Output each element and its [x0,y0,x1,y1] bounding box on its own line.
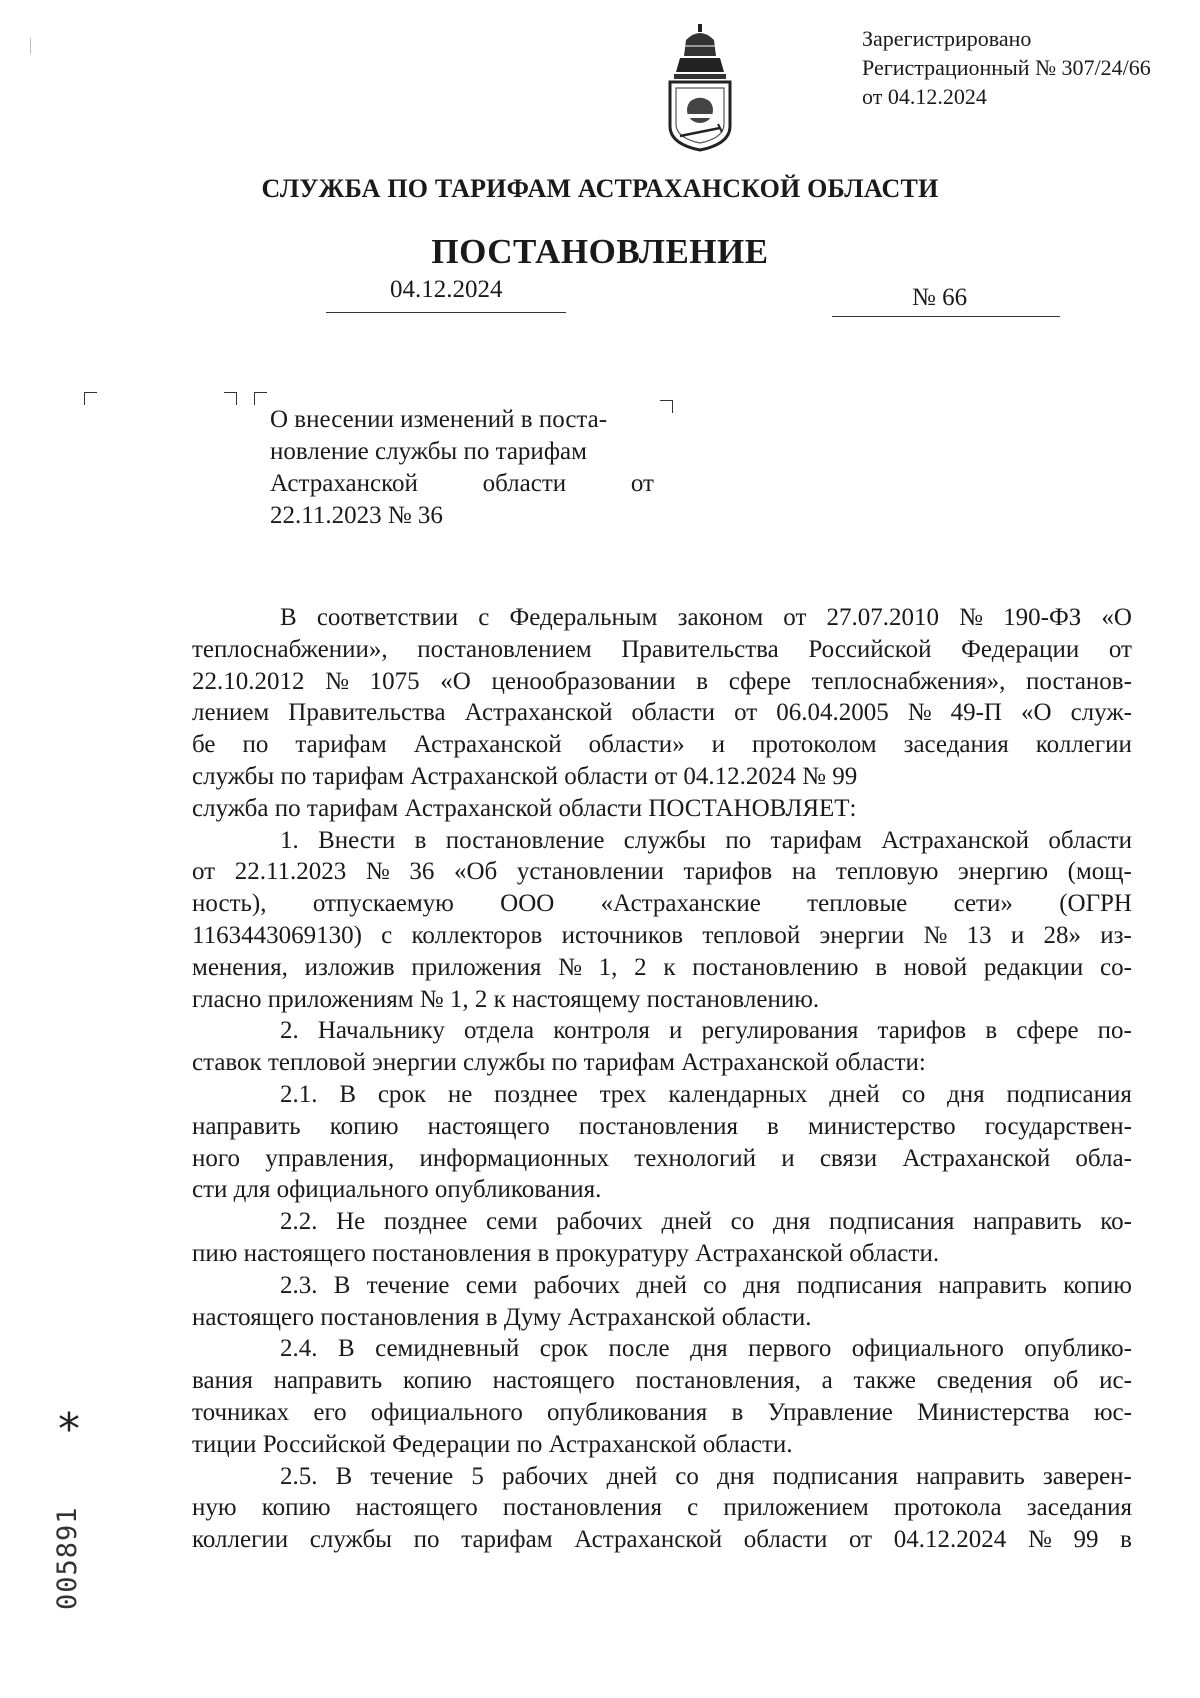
body-line: В соответствии с Федеральным законом от 27.07.2010 № 190-ФЗ «О [280,604,1132,631]
body-line: ставок тепловой энергии службы по тарифам Астраханской области: [192,1049,926,1077]
subject-line: новление службы по тарифам [270,438,587,465]
body-line: коллегии службы по тарифам Астраханской области от 04.12.2024 № 99 в [192,1526,1132,1554]
body-line: лением Правительства Астраханской области от 06.04.2005 № 49-П «О служ- [192,699,1132,727]
body-line: направить копию настоящего постановления в министерство государствен- [192,1112,1132,1140]
corner-mark [224,392,237,405]
asterisk-mark: * [58,1404,80,1455]
body-line: 22.10.2012 № 1075 «О ценообразовании в сфере теплоснабжения», постанов- [192,667,1132,695]
registration-number: Регистрационный № 307/24/66 [862,55,1151,80]
scan-artifact [30,38,31,54]
body-line: теплоснабжении», постановлением Правительства Российской Федерации от [192,635,1132,663]
body-line: тиции Российской Федерации по Астраханской области. [192,1430,793,1458]
document-date: 04.12.2024 [390,276,503,303]
agency-title: СЛУЖБА ПО ТАРИФАМ АСТРАХАНСКОЙ ОБЛАСТИ [261,174,939,203]
subject-line: 22.11.2023 № 36 [270,502,443,529]
body-line: гласно приложениям № 1, 2 к настоящему постановлению. [192,985,820,1013]
body-line: 1. Внести в постановление службы по тарифам Астраханской области [280,826,1132,854]
body-line: сти для официального опубликования. [192,1176,602,1204]
body-line: 2.2. Не позднее семи рабочих дней со дня подписания направить ко- [280,1208,1132,1236]
body-line: службы по тарифам Астраханской области от 04.12.2024 № 99 [192,762,858,790]
document-type-title: ПОСТАНОВЛЕНИЕ [431,232,769,271]
subject-word: области [482,470,567,497]
body-line: служба по тарифам Астраханской области ПОСТАНОВЛЯЕТ: [192,794,857,822]
body-line: вания направить копию настоящего постановления, а также сведения об ис- [192,1367,1132,1395]
body-line: ность), отпускаемую ООО «Астраханские тепловые сети» (ОГРН [192,890,1132,918]
body-line: точниках его официального опубликования в Управление Министерства юс- [192,1398,1132,1426]
corner-mark [84,392,97,405]
body-line: 2.1. В срок не позднее трех календарных дней со дня подписания [280,1080,1132,1108]
document-body [192,602,1132,1556]
document-date-field [326,276,566,313]
body-line: ную копию настоящего постановления с приложением протокола заседания [192,1494,1132,1522]
body-line: от 22.11.2023 № 36 «Об установлении тарифов на тепловую энергию (мощ- [192,858,1132,886]
registration-stamp [862,24,1151,111]
document-subject [270,404,654,532]
subject-word: от [630,470,654,497]
body-line: пию настоящего постановления в прокуратуру Астраханской области. [192,1239,940,1267]
corner-mark [660,400,673,413]
body-line: 2.3. В течение семи рабочих дней со дня подписания направить копию [280,1271,1132,1299]
registration-label: Зарегистрировано [862,26,1032,51]
body-line: 2.5. В течение 5 рабочих дней со дня подписания направить заверен- [280,1462,1132,1490]
body-line: 2.4. В семидневный срок после дня первого официального опублико- [280,1335,1132,1363]
body-line: ного управления, информационных технологий и связи Астраханской обла- [192,1144,1132,1172]
serial-number: 005891 [52,1506,83,1610]
registration-date: от 04.12.2024 [862,84,987,109]
document-number: № 66 [912,284,968,311]
body-line: 1163443069130) с коллекторов источников тепловой энергии № 13 и 28» из- [192,921,1132,949]
corner-mark [254,392,267,405]
subject-line: О внесении изменений в поста- [270,406,608,433]
body-line: менения, изложив приложения № 1, 2 к постановлению в новой редакции со- [192,953,1132,981]
body-line: 2. Начальнику отдела контроля и регулирования тарифов в сфере по- [280,1017,1132,1045]
document-number-field [832,284,1060,317]
body-line: настоящего постановления в Думу Астраханской области. [192,1303,812,1331]
subject-word: Астраханской [270,470,418,497]
coat-of-arms-icon [658,22,742,154]
body-line: бе по тарифам Астраханской области» и протоколом заседания коллегии [192,731,1132,759]
subject-line-justified [270,468,654,500]
side-serial-stamp [52,1500,82,1610]
